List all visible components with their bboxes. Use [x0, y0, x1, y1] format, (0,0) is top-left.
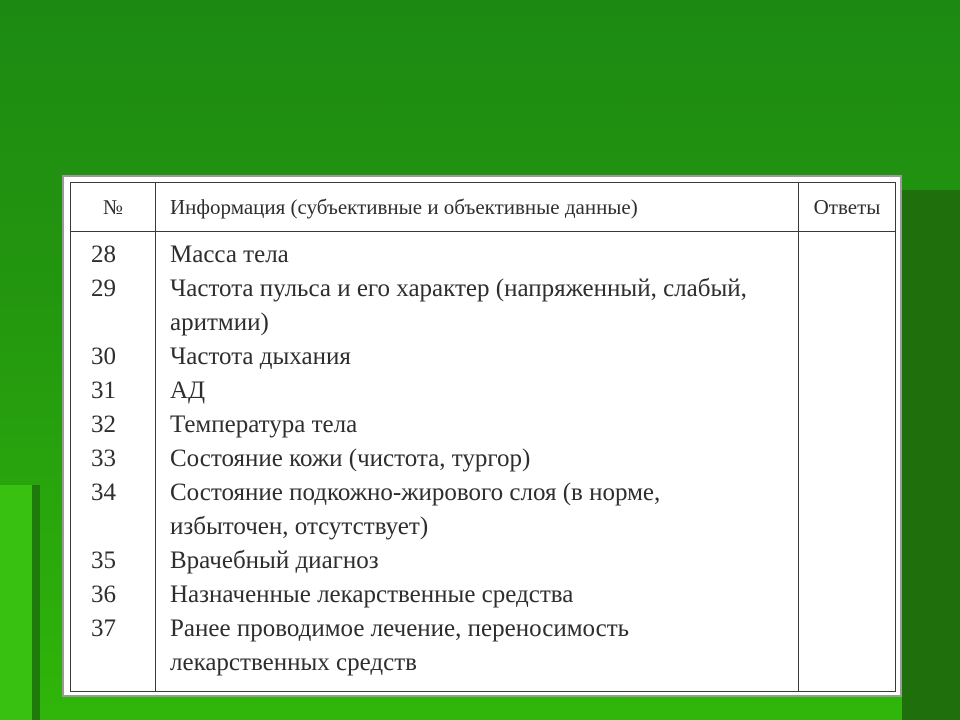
row-number-spacer	[91, 646, 154, 680]
header-number: №	[71, 183, 156, 232]
row-information-line: Частота пульса и его характер (напряженный, слабый,	[170, 275, 747, 302]
row-information-line: Температура тела	[170, 411, 358, 438]
row-number: 28	[91, 241, 116, 268]
row-number: 35	[91, 547, 116, 574]
row-number: 29	[91, 275, 116, 302]
row-information-line: Частота дыхания	[170, 343, 351, 370]
row-number: 34	[91, 479, 116, 506]
row-information-line: Состояние кожи (чистота, тургор)	[170, 445, 531, 472]
numbers-column	[71, 232, 156, 692]
table-body-row	[71, 232, 896, 692]
row-information-line: лекарственных средств	[170, 649, 417, 676]
header-answers: Ответы	[799, 183, 896, 232]
row-number: 36	[91, 581, 116, 608]
row-number: 32	[91, 411, 116, 438]
row-information-line: Назначенные лекарственные средства	[170, 581, 574, 608]
row-information-line: Ранее проводимое лечение, переносимость	[170, 615, 630, 642]
row-number: 31	[91, 377, 116, 404]
row-information-line: Масса тела	[170, 241, 289, 268]
header-information: Информация (субъективные и объективные данные)	[156, 183, 799, 232]
row-information-line: избыточен, отсутствует)	[170, 513, 429, 540]
information-column	[156, 232, 799, 692]
row-number-spacer	[91, 510, 154, 544]
row-information-line: аритмии)	[170, 309, 269, 336]
row-information-line: Состояние подкожно-жирового слоя (в норме,	[170, 479, 661, 506]
left-accent-shadow	[32, 485, 40, 720]
table-header-row	[71, 183, 896, 232]
row-information-line: Врачебный диагноз	[170, 547, 379, 574]
patient-data-table	[70, 182, 896, 692]
row-information-line: АД	[170, 377, 206, 404]
row-number: 33	[91, 445, 116, 472]
row-number-spacer	[91, 306, 154, 340]
row-number: 30	[91, 343, 116, 370]
row-number: 37	[91, 615, 116, 642]
right-accent-band	[902, 190, 960, 720]
answers-column	[799, 232, 896, 692]
table-image-frame	[62, 175, 902, 697]
